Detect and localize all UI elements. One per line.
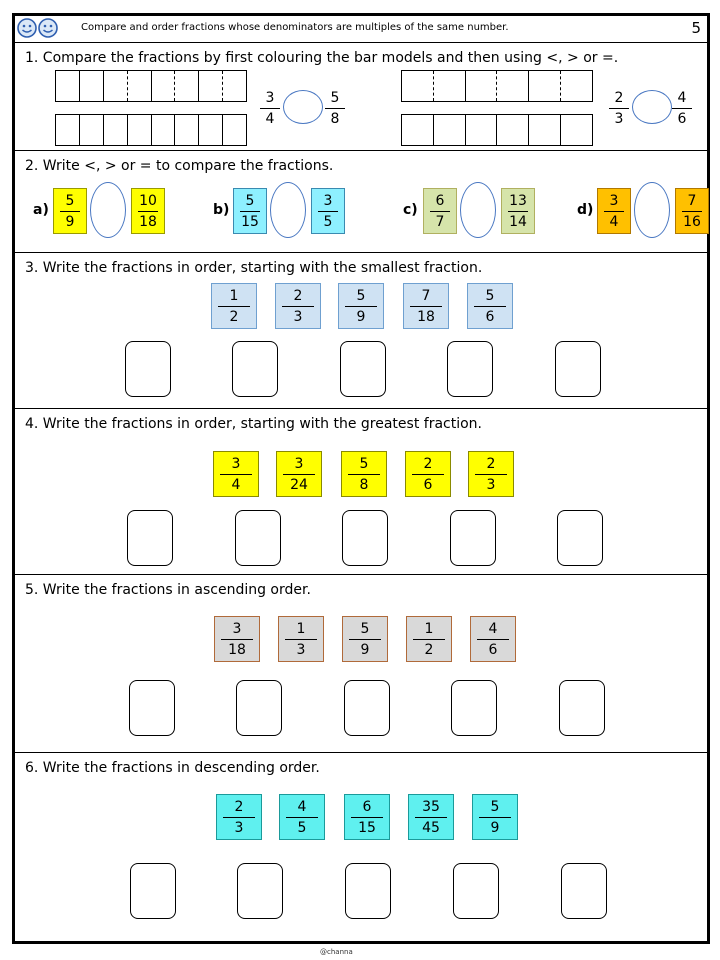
fraction-card [276,451,322,497]
smiley-icon [17,18,37,38]
denominator: 18 [139,213,157,230]
denominator: 9 [65,213,75,230]
denominator: 2 [229,308,239,325]
answer-box[interactable] [561,863,607,919]
fraction-card [472,794,518,840]
denominator: 3 [293,308,303,325]
fraction-card [216,794,262,840]
numerator: 5 [65,192,75,209]
denominator: 3 [486,476,496,493]
numerator: 2 [293,287,303,304]
fraction-card [406,616,452,662]
numerator: 2 [423,455,433,472]
fraction-card [341,451,387,497]
item-label: b) [213,202,230,218]
compare-ellipse[interactable] [90,182,126,238]
denominator: 14 [509,213,527,230]
answer-box[interactable] [555,341,601,397]
answer-box[interactable] [125,341,171,397]
answer-box[interactable] [453,863,499,919]
fraction-card [279,794,325,840]
denominator: 9 [490,819,500,836]
numerator: 3 [323,192,333,209]
denominator: 3 [296,641,306,658]
answer-box[interactable] [342,510,388,566]
compare-ellipse[interactable] [283,90,323,124]
fraction: 4 6 [672,90,692,127]
fraction-card [233,188,267,234]
question-5 [15,574,707,753]
numerator: 5 [490,798,500,815]
denominator: 4 [609,213,619,230]
fraction-card [403,283,449,329]
numerator: 5 [356,287,366,304]
denominator: 9 [356,308,366,325]
worksheet-page [12,13,710,944]
numerator: 1 [424,620,434,637]
denominator: 8 [359,476,369,493]
numerator: 10 [139,192,157,209]
fraction-card [408,794,454,840]
denominator: 15 [241,213,259,230]
denominator: 15 [358,819,376,836]
fraction-card [338,283,384,329]
question-1 [15,42,707,151]
numerator: 5 [360,620,370,637]
question-4-title: 4. Write the fractions in order, starting with the greatest fraction. [25,416,482,432]
fraction-card [311,188,345,234]
question-1-title: 1. Compare the fractions by first colouring the bar models and then using <, > or =. [25,50,619,66]
footer-credit: @channa [320,948,353,956]
fraction-card [675,188,709,234]
denominator: 45 [422,819,440,836]
question-5-title: 5. Write the fractions in ascending order. [25,582,311,598]
fraction-card [278,616,324,662]
fraction-card [53,188,87,234]
numerator: 3 [231,455,241,472]
question-6 [15,752,707,944]
answer-box[interactable] [129,680,175,736]
page-number: 5 [691,19,701,37]
fraction-card [131,188,165,234]
bar-model-sixths[interactable] [401,114,593,146]
answer-box[interactable] [340,341,386,397]
fraction-card [214,616,260,662]
compare-ellipse[interactable] [634,182,670,238]
numerator: 3 [609,192,619,209]
fraction-card [342,616,388,662]
denominator: 5 [323,213,333,230]
answer-box[interactable] [344,680,390,736]
fraction-card [501,188,535,234]
worksheet-title: Compare and order fractions whose denominators are multiples of the same number. [81,22,509,33]
numerator: 5 [359,455,369,472]
fraction-card [213,451,259,497]
fraction-card [467,283,513,329]
item-label: d) [577,202,594,218]
fraction: 3 4 [260,90,280,127]
fraction-card [470,616,516,662]
bar-model-sixths[interactable] [401,70,593,102]
numerator: 4 [488,620,498,637]
compare-ellipse[interactable] [460,182,496,238]
denominator: 18 [417,308,435,325]
question-2-title: 2. Write <, > or = to compare the fractions. [25,158,334,174]
numerator: 5 [485,287,495,304]
answer-box[interactable] [557,510,603,566]
numerator: 7 [687,192,697,209]
question-3 [15,252,707,409]
fraction-card [211,283,257,329]
numerator: 1 [296,620,306,637]
fraction-card [597,188,631,234]
numerator: 2 [234,798,244,815]
denominator: 24 [290,476,308,493]
answer-box[interactable] [130,863,176,919]
numerator: 1 [229,287,239,304]
header [15,16,707,43]
compare-ellipse[interactable] [270,182,306,238]
denominator: 6 [488,641,498,658]
fraction: 2 3 [609,90,629,127]
fraction-card [423,188,457,234]
numerator: 3 [232,620,242,637]
answer-box[interactable] [236,680,282,736]
compare-ellipse[interactable] [632,90,672,124]
denominator: 3 [234,819,244,836]
answer-box[interactable] [235,510,281,566]
answer-box[interactable] [447,341,493,397]
denominator: 5 [297,819,307,836]
answer-box[interactable] [127,510,173,566]
denominator: 18 [228,641,246,658]
smiley-icon [38,18,58,38]
denominator: 9 [360,641,370,658]
numerator: 13 [509,192,527,209]
question-6-title: 6. Write the fractions in descending order. [25,760,320,776]
question-4 [15,408,707,575]
question-3-title: 3. Write the fractions in order, starting with the smallest fraction. [25,260,483,276]
answer-box[interactable] [450,510,496,566]
denominator: 16 [683,213,701,230]
numerator: 35 [422,798,440,815]
answer-box[interactable] [232,341,278,397]
numerator: 6 [435,192,445,209]
item-label: c) [403,202,418,218]
denominator: 6 [423,476,433,493]
answer-box[interactable] [237,863,283,919]
denominator: 4 [231,476,241,493]
numerator: 5 [245,192,255,209]
denominator: 7 [435,213,445,230]
fraction-card [275,283,321,329]
numerator: 2 [486,455,496,472]
numerator: 3 [294,455,304,472]
numerator: 6 [362,798,372,815]
answer-box[interactable] [451,680,497,736]
question-2 [15,150,707,253]
bar-model-eighths[interactable] [55,70,247,102]
answer-box[interactable] [559,680,605,736]
numerator: 7 [421,287,431,304]
denominator: 2 [424,641,434,658]
denominator: 6 [485,308,495,325]
fraction-card [468,451,514,497]
fraction: 5 8 [325,90,345,127]
bar-model-eighths[interactable] [55,114,247,146]
fraction-card [344,794,390,840]
fraction-card [405,451,451,497]
numerator: 4 [297,798,307,815]
answer-box[interactable] [345,863,391,919]
item-label: a) [33,202,49,218]
